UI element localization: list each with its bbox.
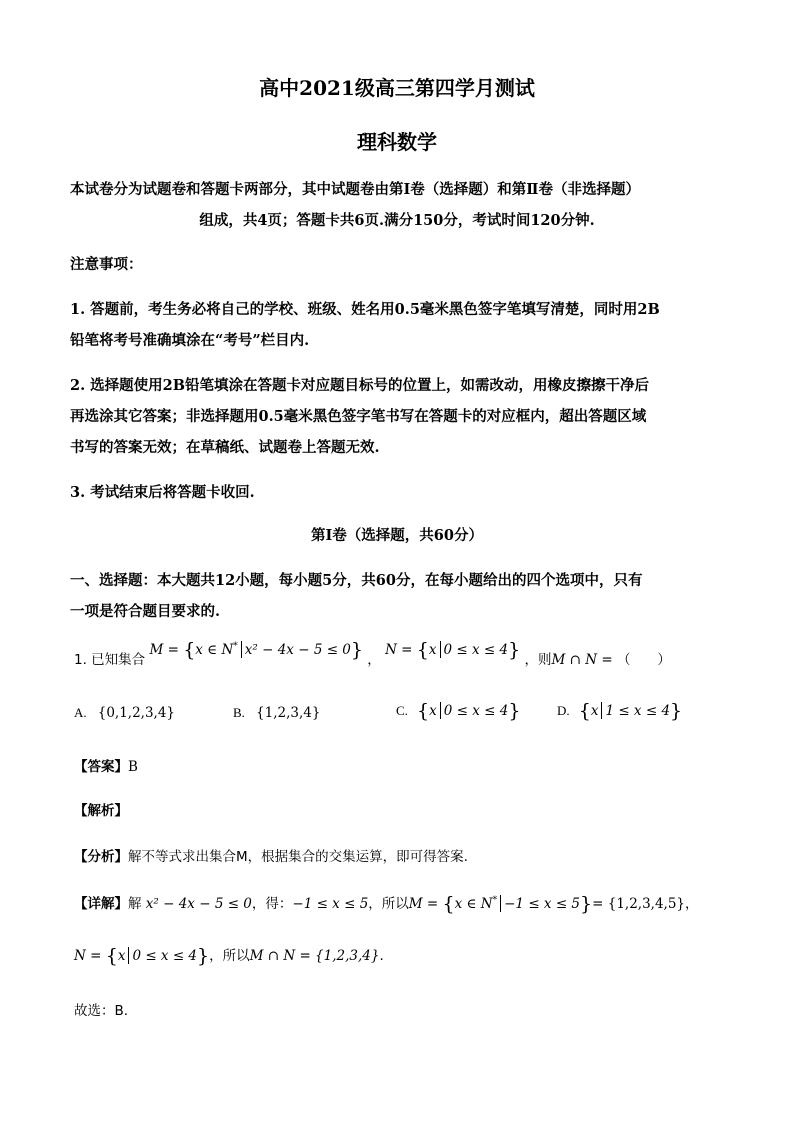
intersection-result: M ∩ N = {1,2,3,4} xyxy=(249,948,380,964)
subject-title: 理科数学 xyxy=(357,130,437,154)
intro-line-1: 本试卷分为试题卷和答题卡两部分，其中试题卷由第Ⅰ卷（选择题）和第Ⅱ卷（非选择题） xyxy=(70,181,640,198)
answer-tag: 【答案】 xyxy=(74,759,128,775)
option-d: D. {x 1 ≤ x ≤ 4} xyxy=(557,700,683,722)
note-2-line-3: 书写的答案无效；在草稿纸、试题卷上答题无效. xyxy=(70,439,380,456)
set-m-solution: M = {x ∈ N* −1 ≤ x ≤ 5}= {1,2,3,4,5} xyxy=(408,893,686,915)
note-3: 3. 考试结束后将答题卡收回. xyxy=(70,484,255,501)
option-a: A. {0,1,2,3,4} xyxy=(74,705,176,721)
question-1: 1. 已知集合 M = {x ∈ N* x² − 4x − 5 ≤ 0} ， N = {x 0 ≤ x ≤ 4} ，则M ∩ N = （ ） xyxy=(74,639,671,668)
option-c: C. {x 0 ≤ x ≤ 4} xyxy=(396,700,521,722)
fenxi-line: 【分析】解不等式求出集合M，根据集合的交集运算，即可得答案. xyxy=(74,849,468,865)
note-1-line-1: 1. 答题前，考生务必将自己的学校、班级、姓名用0.5毫米黑色签字笔填写清楚，同时用2B xyxy=(70,301,660,318)
set-n-definition: N = {x 0 ≤ x ≤ 4} xyxy=(385,639,521,661)
set-m-definition: M = {x ∈ N* x² − 4x − 5 ≤ 0} xyxy=(149,639,363,661)
intersection-expression: M ∩ N = xyxy=(551,652,617,668)
section-instruction-line-2: 一项是符合题目要求的. xyxy=(70,603,221,620)
option-b: B. {1,2,3,4} xyxy=(233,705,321,721)
analysis-tag: 【解析】 xyxy=(74,803,128,819)
answer-line xyxy=(74,755,138,775)
exam-title: 高中2021级高三第四学月测试 xyxy=(259,76,535,100)
detail-line-1: 【详解】解 x² − 4x − 5 ≤ 0，得：−1 ≤ x ≤ 5，所以M = {x ∈ N* −1 ≤ x ≤ 5}= {1,2,3,4,5}， xyxy=(74,893,699,915)
conclusion: 故选：B. xyxy=(74,1003,129,1019)
note-2-line-2: 再选涂其它答案；非选择题用0.5毫米黑色签字笔书写在答题卡的对应框内，超出答题区域 xyxy=(70,408,647,425)
section-instruction-line-1: 一、选择题：本大题共12小题，每小题5分，共60分，在每小题给出的四个选项中，只有 xyxy=(70,572,643,589)
set-n-solution: N = {x 0 ≤ x ≤ 4} xyxy=(74,945,210,967)
intro-line-2: 组成，共4页；答题卡共6页.满分150分，考试时间120分钟. xyxy=(199,212,595,229)
detail-line-2: N = {x 0 ≤ x ≤ 4}，所以M ∩ N = {1,2,3,4}. xyxy=(74,945,384,967)
note-2-line-1: 2. 选择题使用2B铅笔填涂在答题卡对应题目标号的位置上，如需改动，用橡皮擦擦干净后 xyxy=(70,377,650,394)
notes-heading: 注意事项： xyxy=(70,256,143,273)
answer-value: B xyxy=(128,759,138,775)
note-1-line-2: 铅笔将考号准确填涂在“考号”栏目内. xyxy=(70,332,310,349)
question-1-prefix: 1. 已知集合 xyxy=(74,652,146,668)
section-title: 第Ⅰ卷（选择题，共60分） xyxy=(311,527,483,544)
